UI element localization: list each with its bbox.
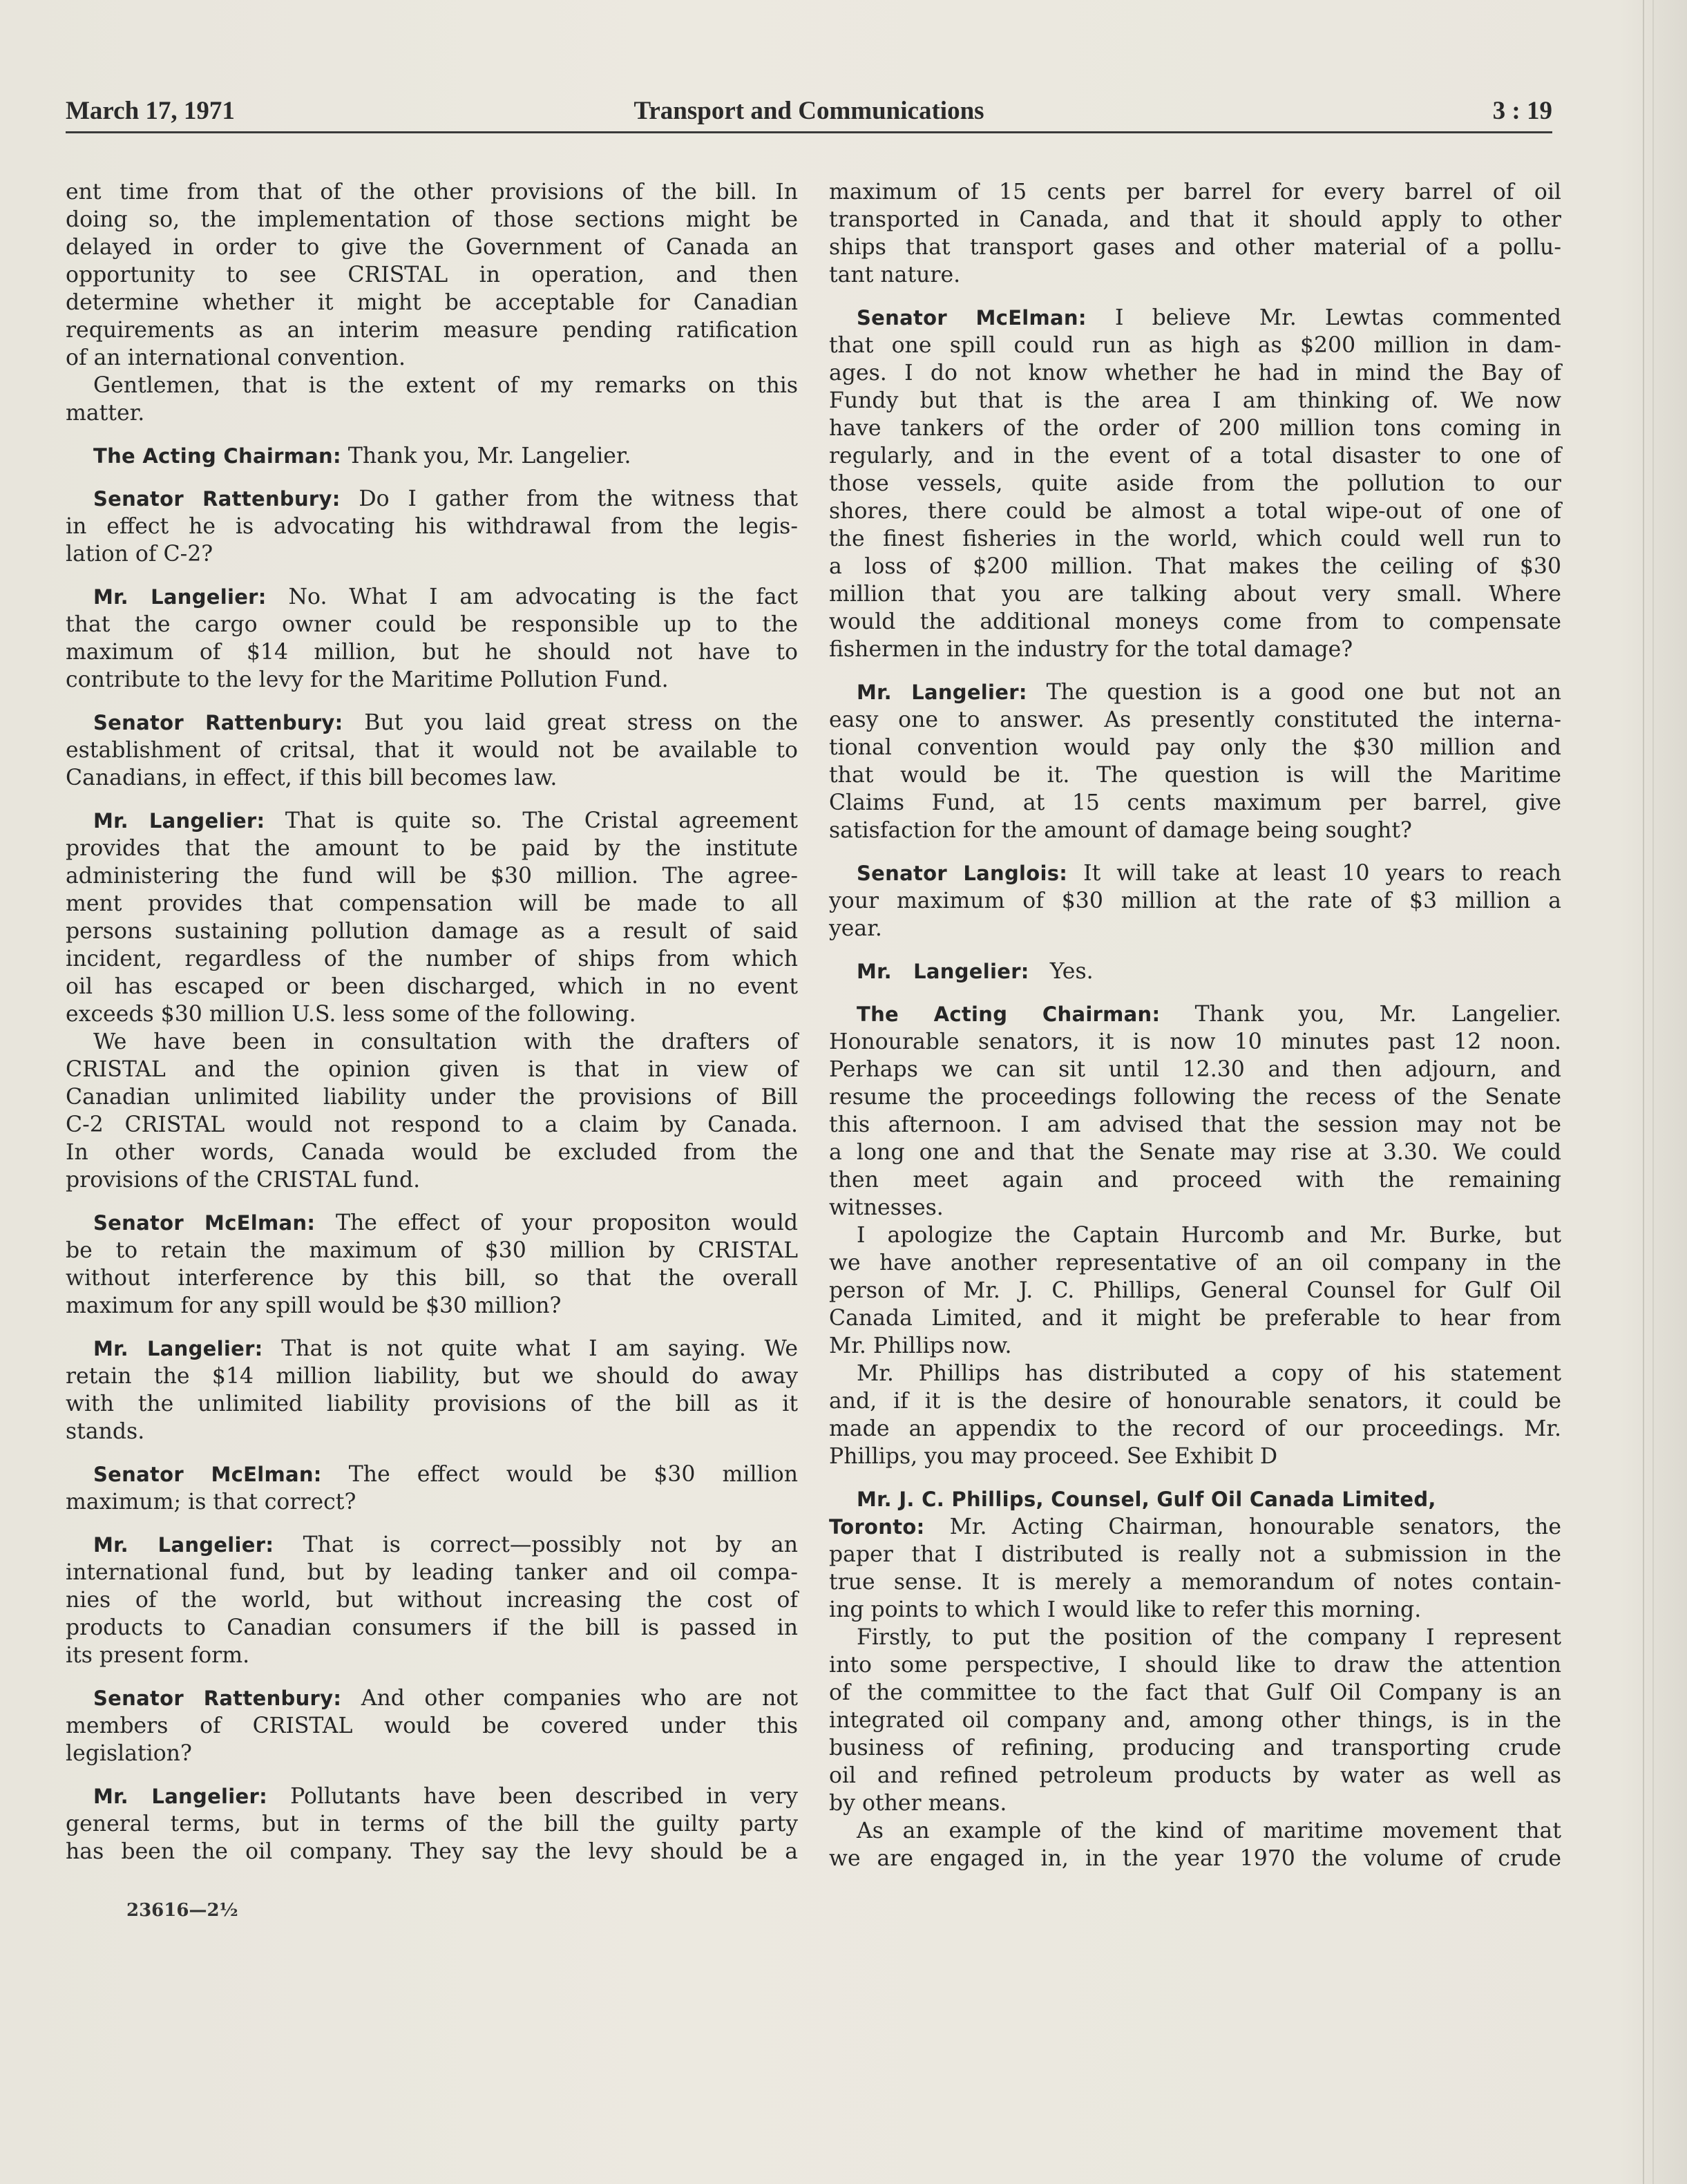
text-line [66,513,798,540]
speaker-name: Mr. Langelier: [93,1785,267,1808]
text-paragraph [829,1222,1561,1360]
text-paragraph [829,1360,1561,1470]
line-text: person of Mr. J. C. Phillips, General Counsel for Gulf Oil [829,1278,1561,1303]
line-text: those vessels, quite aside from the pollution to our [829,471,1561,496]
line-text: Yes. [1029,959,1094,984]
speech-paragraph [829,860,1561,942]
text-line [829,1360,1561,1387]
speech-paragraph [829,678,1561,844]
right-column [829,178,1561,1872]
text-paragraph [66,1028,798,1194]
text-line [829,1513,1561,1541]
text-line [66,611,798,638]
line-text: paper that I distributed is really not a submission in the [829,1542,1561,1567]
text-line [829,1762,1561,1789]
speaker-name: The Acting Chairman: [857,1003,1161,1026]
text-line [66,1000,798,1028]
line-text: It will take at least 10 years to reach [1067,861,1562,886]
speaker-location: Toronto: [829,1515,925,1539]
line-text: Firstly, to put the position of the company I represent [857,1625,1561,1650]
line-text: its present form. [66,1643,250,1668]
line-text: this afternoon. I am advised that the session may not be [829,1112,1561,1137]
text-line [66,1028,798,1056]
text-line [829,332,1561,359]
text-line [66,485,798,513]
line-text: regularly, and in the event of a total disaster to one of [829,444,1561,468]
text-line [829,470,1561,497]
running-header [66,90,1552,133]
line-text: The effect of your propositon would [315,1210,798,1235]
text-line [829,1679,1561,1707]
text-line [829,1222,1561,1249]
speaker-name: Senator Rattenbury: [93,487,341,511]
text-line [829,1387,1561,1415]
line-text: Mr. Phillips now. [829,1333,1012,1358]
text-paragraph [829,178,1561,289]
line-text: C-2 CRISTAL would not respond to a claim by Canada. [66,1112,798,1137]
line-text: Thank you, Mr. Langelier. [341,444,631,468]
text-line [829,817,1561,844]
text-line [829,1734,1561,1762]
text-line [829,860,1561,887]
text-line [829,789,1561,817]
text-line [829,525,1561,553]
line-text: Perhaps we can sit until 12.30 and then adjourn, and [829,1057,1561,1082]
text-line [829,1194,1561,1222]
line-text: We have been in consultation with the drafters of [93,1029,798,1054]
text-line [829,1249,1561,1277]
text-line [829,1651,1561,1679]
line-text: tant nature. [829,263,961,287]
text-line [829,636,1561,663]
text-line [829,1817,1561,1845]
line-text: Do I gather from the witness that [340,486,798,511]
speaker-name: Mr. Langelier: [93,585,267,609]
speech-paragraph [66,1209,798,1320]
line-text: oil has escaped or been discharged, which in no event [66,974,798,999]
line-text: have tankers of the order of 200 million tons coming in [829,416,1561,441]
text-line [829,734,1561,761]
line-text: then meet again and proceed with the remaining [829,1168,1561,1193]
line-text: of the committee to the fact that Gulf Oil Company is an [829,1680,1561,1705]
speaker-name: Mr. Langelier: [857,681,1027,704]
line-text: we are engaged in, in the year 1970 the volume of crude [829,1846,1561,1871]
text-line [829,387,1561,415]
line-text: maximum; is that correct? [66,1490,356,1514]
text-line [829,1568,1561,1596]
text-line [66,1586,798,1614]
line-text: members of CRISTAL would be covered under this [66,1713,798,1738]
text-line [66,1783,798,1810]
text-line [66,1111,798,1139]
text-line [66,737,798,764]
text-line [829,442,1561,470]
text-line [66,835,798,862]
line-text: easy one to answer. As presently constituted the interna- [829,708,1561,732]
page-edge [1652,0,1654,2184]
text-line [829,887,1561,915]
line-text: provisions of the CRISTAL fund. [66,1168,421,1193]
line-text: Pollutants have been described in very [267,1784,798,1809]
line-text: that the cargo owner could be responsible up to the [66,612,798,637]
line-text: million that you are talking about very small. Where [829,582,1561,607]
text-line [66,1237,798,1264]
text-line [66,1684,798,1712]
line-text: Canadian unlimited liability under the provisions of Bill [66,1085,798,1110]
speech-paragraph [829,958,1561,985]
line-text: Canada Limited, and it might be preferable to hear from [829,1306,1561,1331]
speech-paragraph [66,807,798,1028]
text-line [66,540,798,568]
line-text: of an international convention. [66,345,406,370]
line-text: legislation? [66,1741,192,1766]
left-column [66,178,798,1865]
line-text: be to retain the maximum of $30 million by CRISTAL [66,1238,798,1263]
line-text: That is correct—possibly not by an [274,1532,798,1557]
speech-paragraph [66,583,798,694]
line-text: CRISTAL and the opinion given is that in view of [66,1057,798,1082]
speech-paragraph [829,1485,1561,1624]
text-paragraph [66,372,798,427]
speaker-name: Senator Rattenbury: [93,1687,342,1710]
text-line [66,1292,798,1320]
text-line [66,1139,798,1166]
speaker-name: Mr. Langelier: [857,960,1029,983]
line-text: nies of the world, but without increasing the cost of [66,1588,798,1613]
line-text: a long one and that the Senate may rise at 3.30. We could [829,1140,1561,1165]
speech-paragraph [66,1461,798,1516]
line-text: No. What I am advocating is the fact [266,585,798,609]
text-line [829,1111,1561,1139]
text-line [829,580,1561,608]
text-line [829,678,1561,706]
text-line [66,709,798,737]
line-text: year. [829,916,882,941]
line-text: ment provides that compensation will be made to all [66,891,798,916]
text-line [829,706,1561,734]
line-text: Claims Fund, at 15 cents maximum per barrel, give [829,790,1561,815]
text-line [66,1740,798,1767]
line-text: ships that transport gases and other material of a pollu- [829,235,1561,260]
text-line [829,1485,1561,1513]
line-text: stands. [66,1419,145,1444]
text-line [66,234,798,261]
line-text: requirements as an interim measure pending ratification [66,318,798,343]
line-text: incident, regardless of the number of ships from which [66,947,798,971]
line-text: integrated oil company and, among other things, is in the [829,1708,1561,1733]
text-line [829,958,1561,985]
text-line [829,1845,1561,1872]
text-line [66,1166,798,1194]
line-text: fishermen in the industry for the total damage? [829,637,1353,662]
text-line [66,399,798,427]
line-text: witnesses. [829,1195,944,1220]
text-line [66,1418,798,1445]
line-text: and, if it is the desire of honourable senators, it could be [829,1389,1561,1414]
line-text: The effect would be $30 million [321,1462,798,1487]
line-text: without interference by this bill, so that the overall [66,1266,798,1291]
speaker-name: Mr. Langelier: [93,809,265,833]
text-line [66,289,798,316]
text-line [66,1056,798,1083]
line-text: general terms, but in terms of the bill the guilty party [66,1812,798,1836]
text-line [66,973,798,1000]
text-line [66,1083,798,1111]
text-line [66,1390,798,1418]
text-line [66,1335,798,1362]
line-text: that one spill could run as high as $200 million in dam- [829,333,1561,358]
line-text: shores, there could be almost a total wipe-out of one of [829,499,1561,524]
text-line [66,206,798,234]
text-line [829,1707,1561,1734]
speech-paragraph [66,1531,798,1669]
line-text: That is quite so. The Cristal agreement [265,808,798,833]
line-text: has been the oil company. They say the levy should be a [66,1839,798,1864]
line-text: And other companies who are not [341,1686,798,1711]
text-line [829,1443,1561,1470]
text-line [66,638,798,666]
line-text: persons sustaining pollution damage as a result of said [66,919,798,944]
line-text: ages. I do not know whether he had in mind the Bay of [829,361,1561,386]
line-text: provides that the amount to be paid by the institute [66,836,798,861]
line-text: products to Canadian consumers if the bill is passed in [66,1615,798,1640]
text-line [829,1624,1561,1651]
print-code: 23616—2½ [126,1900,238,1921]
text-line [66,1810,798,1838]
text-line [66,316,798,344]
text-line [66,442,798,470]
text-line [829,415,1561,442]
text-line [829,553,1561,580]
line-text: maximum for any spill would be $30 million? [66,1293,562,1318]
line-text: that would be it. The question is will the Maritime [829,763,1561,788]
speech-paragraph [66,1335,798,1445]
text-line [66,1642,798,1669]
header-page-number: 3 : 19 [1492,97,1552,125]
text-line [66,1531,798,1559]
line-text: opportunity to see CRISTAL in operation, and then [66,263,798,287]
speaker-name: Senator Rattenbury: [93,711,343,734]
line-text: But you laid great stress on the [343,710,798,735]
text-line [829,608,1561,636]
text-line [829,1166,1561,1194]
line-text: Honourable senators, it is now 10 minutes past 12 noon. [829,1029,1561,1054]
text-line [66,583,798,611]
line-text: In other words, Canada would be excluded from the [66,1140,798,1165]
text-line [829,234,1561,261]
text-line [66,178,798,206]
text-line [829,761,1561,789]
line-text: true sense. It is merely a memorandum of notes contain- [829,1570,1561,1595]
line-text: Fundy but that is the area I am thinking of. We now [829,388,1561,413]
text-line [66,1209,798,1237]
speech-paragraph [829,1000,1561,1222]
text-line [66,1559,798,1586]
line-text: establishment of critsal, that it would not be available to [66,738,798,763]
speech-paragraph [66,485,798,568]
text-line [66,1461,798,1488]
text-line [66,945,798,973]
text-line [66,372,798,399]
line-text: lation of C-2? [66,542,213,567]
text-line [829,497,1561,525]
line-text: we have another representative of an oil company in the [829,1251,1561,1275]
text-line [66,344,798,372]
line-text: ent time from that of the other provisions of the bill. In [66,180,798,205]
speaker-name: Mr. Langelier: [93,1533,274,1557]
line-text: That is not quite what I am saying. We [263,1336,798,1361]
line-text: matter. [66,401,145,426]
text-line [829,1277,1561,1304]
speaker-name: Senator McElman: [93,1211,316,1235]
line-text: business of refining, producing and transporting crude [829,1736,1561,1760]
line-text: maximum of 15 cents per barrel for every barrel of oil [829,180,1561,205]
text-line [829,1056,1561,1083]
line-text: the finest fisheries in the world, which could well run to [829,526,1561,551]
line-text: doing so, the implementation of those sections might be [66,207,798,232]
line-text: The question is a good one but not an [1027,680,1561,705]
text-paragraph [829,1817,1561,1872]
line-text: oil and refined petroleum products by water as well as [829,1763,1561,1788]
line-text: a loss of $200 million. That makes the ceiling of $30 [829,554,1561,579]
line-text: I apologize the Captain Hurcomb and Mr. Burke, but [857,1223,1561,1248]
text-line [66,261,798,289]
speaker-name: Mr. Langelier: [93,1337,263,1360]
text-line [66,890,798,918]
text-line [829,178,1561,206]
line-text: by other means. [829,1791,1007,1816]
line-text: Mr. Acting Chairman, honourable senators, the [924,1514,1561,1539]
line-text: would the additional moneys come from to compensate [829,609,1561,634]
line-text: administering the fund will be $30 million. The agree- [66,864,798,889]
speaker-name: Senator Langlois: [857,862,1068,885]
line-text: I believe Mr. Lewtas commented [1086,305,1561,330]
line-text: delayed in order to give the Government of Canada an [66,235,798,260]
text-line [829,915,1561,942]
line-text: Mr. Phillips has distributed a copy of his statement [857,1361,1561,1386]
text-line [829,1789,1561,1817]
text-line [66,862,798,890]
line-text: international fund, but by leading tanker and oil compa- [66,1560,798,1585]
text-line [829,1028,1561,1056]
text-paragraph [66,178,798,372]
page-edge [1643,0,1644,2184]
text-line [66,666,798,694]
text-line [829,304,1561,332]
text-line [829,359,1561,387]
text-line [66,1838,798,1865]
text-paragraph [829,1624,1561,1817]
speech-paragraph [66,1684,798,1767]
text-line [66,807,798,835]
line-text: transported in Canada, and that it should apply to other [829,207,1561,232]
speech-paragraph [66,709,798,792]
line-text: your maximum of $30 million at the rate of $3 million a [829,889,1561,913]
line-text: Canadians, in effect, if this bill becomes law. [66,766,557,790]
text-line [66,1614,798,1642]
line-text: in effect he is advocating his withdrawal from the legis- [66,514,798,539]
text-line [66,1488,798,1516]
line-text: satisfaction for the amount of damage being sought? [829,818,1412,843]
header-date: March 17, 1971 [66,97,235,125]
text-line [829,1541,1561,1568]
text-line [66,1712,798,1740]
line-text: As an example of the kind of maritime movement that [857,1819,1561,1843]
header-title: Transport and Communications [633,97,984,125]
text-line [66,1264,798,1292]
line-text: ing points to which I would like to refer this morning. [829,1597,1422,1622]
line-text: resume the proceedings following the recess of the Senate [829,1085,1561,1110]
text-line [829,1000,1561,1028]
line-text: into some perspective, I should like to draw the attention [829,1653,1561,1678]
text-line [829,206,1561,234]
line-text: Phillips, you may proceed. See Exhibit D [829,1444,1278,1469]
speaker-name: Senator McElman: [93,1463,322,1486]
speech-paragraph [829,304,1561,663]
line-text: retain the $14 million liability, but we should do away [66,1364,798,1389]
line-text: made an appendix to the record of our proceedings. Mr. [829,1416,1561,1441]
line-text: exceeds $30 million U.S. less some of the following. [66,1002,636,1027]
line-text: maximum of $14 million, but he should not have to [66,640,798,665]
text-line [66,1362,798,1390]
speech-paragraph [66,1783,798,1865]
text-line [829,1139,1561,1166]
speech-paragraph [66,442,798,470]
line-text: contribute to the levy for the Maritime Pollution Fund. [66,667,669,692]
text-line [66,918,798,945]
text-line [829,1304,1561,1332]
text-line [66,764,798,792]
text-line [829,1596,1561,1624]
speaker-name: Mr. J. C. Phillips, Counsel, Gulf Oil Canada Limited, [857,1488,1436,1511]
line-text: tional convention would pay only the $30 million and [829,735,1561,760]
line-text: determine whether it might be acceptable for Canadian [66,290,798,315]
text-line [829,1415,1561,1443]
speaker-name: The Acting Chairman: [93,444,341,468]
text-line [829,1332,1561,1360]
line-text: Thank you, Mr. Langelier. [1160,1002,1561,1027]
line-text: Gentlemen, that is the extent of my remarks on this [93,373,798,398]
text-line [829,1083,1561,1111]
text-line [829,261,1561,289]
line-text: with the unlimited liability provisions of the bill as it [66,1392,798,1416]
speaker-name: Senator McElman: [857,306,1087,330]
